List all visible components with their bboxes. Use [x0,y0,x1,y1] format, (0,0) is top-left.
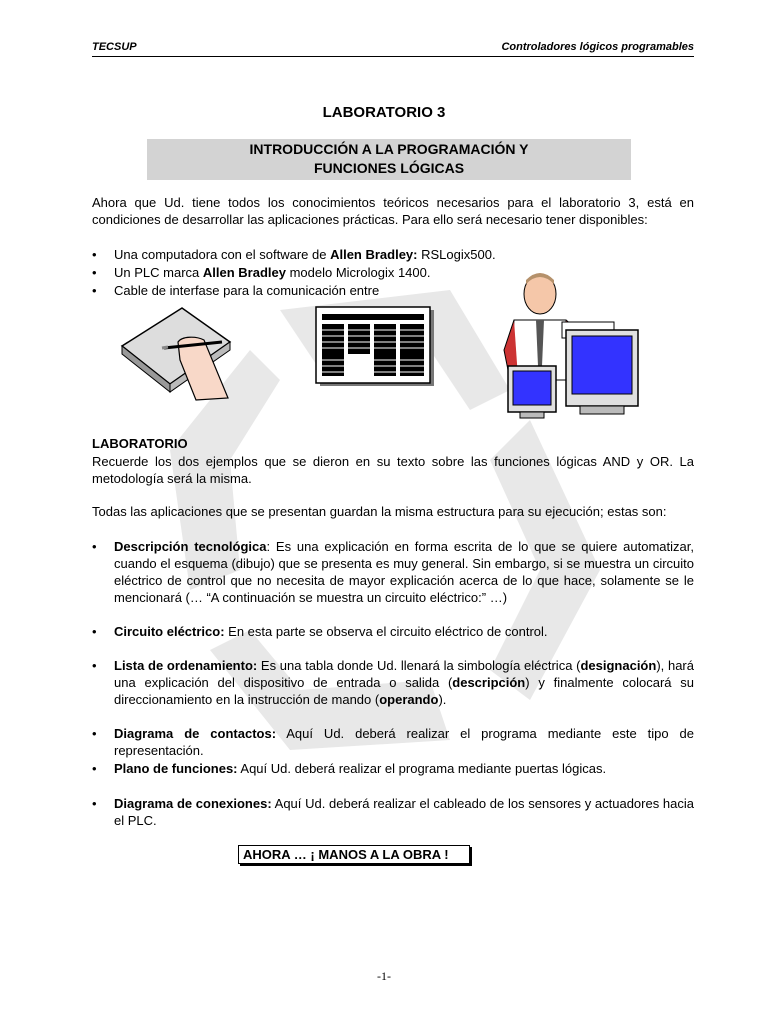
header-right: Controladores lógicos programables [501,41,694,53]
newspaper-clipart [314,306,436,388]
section-paragraph-1: Recuerde los dos ejemplos que se dieron en su texto sobre las funciones lógicas AND y OR. La metodología será la misma. [92,454,694,486]
man-with-computers-clipart [500,270,652,426]
notebook-hand-clipart [118,302,248,402]
intro-paragraph: Ahora que Ud. tiene todos los conocimientos teóricos necesarios para el laboratorio 3, está en condiciones de desarrollar las aplicaciones prácticas. Para ello será necesario tener disponibles: [92,195,694,227]
title-banner [147,139,631,180]
section-title: LABORATORIO [92,436,188,451]
banner-line-2: FUNCIONES LÓGICAS [313,160,465,176]
page-header [92,40,694,57]
section-paragraph-2: Todas las aplicaciones que se presentan guardan la misma estructura para su ejecución; estas son: [92,504,667,519]
header-left: TECSUP [92,41,137,53]
page-number: -1- [377,969,391,983]
closing-callout: AHORA … ¡ MANOS A LA OBRA ! [238,845,470,864]
page-title: LABORATORIO 3 [322,104,446,121]
banner-line-1: INTRODUCCIÓN A LA PROGRAMACIÓN Y [249,141,529,157]
